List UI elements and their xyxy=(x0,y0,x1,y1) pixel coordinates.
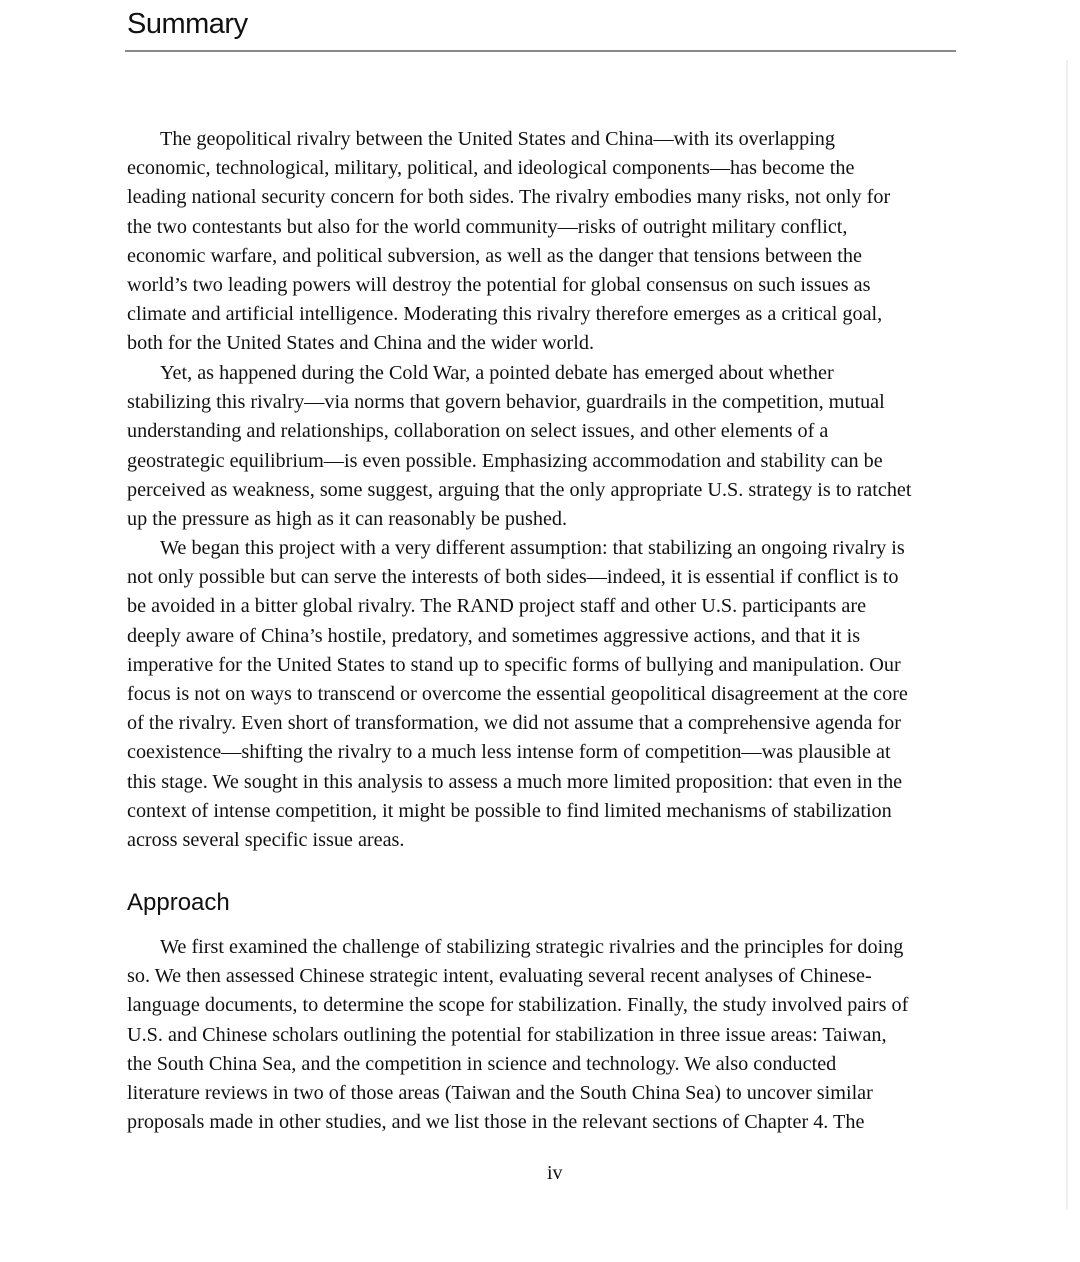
text-line: the two contestants but also for the world community—risks of outright military conflict, xyxy=(127,215,848,238)
page-edge xyxy=(1066,60,1068,1210)
text-line: stabilizing this rivalry—via norms that govern behavior, guardrails in the competition, mutual xyxy=(127,391,885,414)
text-line: focus is not on ways to transcend or overcome the essential geopolitical disagreement at the core xyxy=(127,683,908,706)
text-line: coexistence—shifting the rivalry to a much less intense form of competition—was plausible at xyxy=(127,741,891,764)
paragraph-3 xyxy=(127,534,908,855)
text-line: so. We then assessed Chinese strategic intent, evaluating several recent analyses of Chinese- xyxy=(127,965,872,988)
approach-paragraph xyxy=(127,933,908,1137)
text-line: understanding and relationships, collaboration on select issues, and other elements of a xyxy=(127,420,829,443)
text-line: geostrategic equilibrium—is even possible. Emphasizing accommodation and stability can be xyxy=(127,449,883,472)
text-line: be avoided in a bitter global rivalry. The RAND project staff and other U.S. participants are xyxy=(127,595,867,618)
text-line: deeply aware of China’s hostile, predatory, and sometimes aggressive actions, and that it is xyxy=(127,624,861,647)
text-line: context of intense competition, it might be possible to find limited mechanisms of stabilization xyxy=(127,799,892,822)
text-line: this stage. We sought in this analysis to assess a much more limited proposition: that even in the xyxy=(127,770,903,793)
text-line: climate and artificial intelligence. Moderating this rivalry therefore emerges as a critical goal, xyxy=(127,303,883,326)
text-line: economic, technological, military, political, and ideological components—has become the xyxy=(127,157,855,180)
page-title: Summary xyxy=(127,8,248,40)
text-line: perceived as weakness, some suggest, arguing that the only appropriate U.S. strategy is to ratchet xyxy=(127,478,912,501)
text-line: U.S. and Chinese scholars outlining the potential for stabilization in three issue areas: Taiwan, xyxy=(127,1023,887,1046)
text-line: imperative for the United States to stand up to specific forms of bullying and manipulation. Our xyxy=(127,653,901,676)
text-line: We began this project with a very different assumption: that stabilizing an ongoing rivalry is xyxy=(160,537,905,559)
text-line: economic warfare, and political subversion, as well as the danger that tensions between the xyxy=(127,244,862,267)
text-line: Yet, as happened during the Cold War, a pointed debate has emerged about whether xyxy=(160,362,834,384)
text-line: both for the United States and China and the wider world. xyxy=(127,332,595,355)
text-line: proposals made in other studies, and we list those in the relevant sections of Chapter 4. The xyxy=(127,1111,865,1134)
section-heading-approach: Approach xyxy=(127,889,230,916)
text-line: We first examined the challenge of stabilizing strategic rivalries and the principles for doing xyxy=(160,936,904,958)
text-line: literature reviews in two of those areas (Taiwan and the South China Sea) to uncover similar xyxy=(127,1082,873,1105)
paragraph-2 xyxy=(127,359,911,534)
text-line: The geopolitical rivalry between the United States and China—with its overlapping xyxy=(160,128,835,150)
text-line: of the rivalry. Even short of transformation, we did not assume that a comprehensive agenda for xyxy=(127,712,901,735)
page-number: iv xyxy=(547,1162,563,1184)
text-line: not only possible but can serve the interests of both sides—indeed, it is essential if conflict is to xyxy=(127,566,899,589)
text-line: world’s two leading powers will destroy the potential for global consensus on such issues as xyxy=(127,274,871,297)
title-rule xyxy=(125,50,956,52)
text-line: leading national security concern for both sides. The rivalry embodies many risks, not only for xyxy=(127,186,891,209)
paragraph-1 xyxy=(127,125,890,359)
text-line: the South China Sea, and the competition in science and technology. We also conducted xyxy=(127,1052,837,1075)
text-line: up the pressure as high as it can reasonably be pushed. xyxy=(127,508,568,531)
text-line: language documents, to determine the scope for stabilization. Finally, the study involved pairs of xyxy=(127,994,909,1017)
text-line: across several specific issue areas. xyxy=(127,829,405,852)
